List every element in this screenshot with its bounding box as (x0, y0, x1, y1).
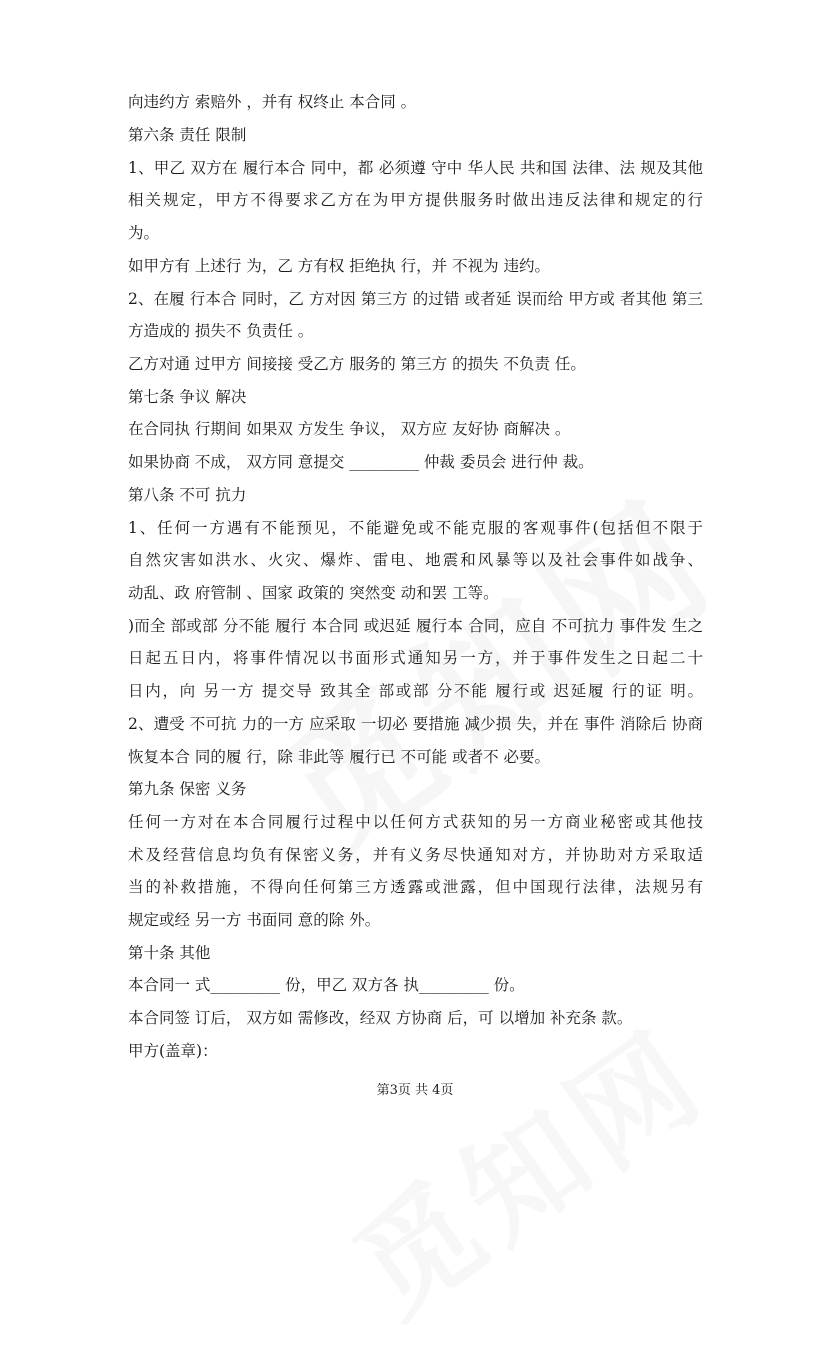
body-line: 相关规定，甲方不得要求乙方在为甲方提供服务时做出违反法律和规定的行 (128, 191, 703, 209)
body-line: 1、甲乙 双方在 履行本合 同中，都 必须遵 守中 华人民 共和国 法律、法 规及其他 (128, 159, 703, 177)
signature-label: 甲方(盖章)： (128, 1042, 218, 1060)
body-line: 动乱、政 府管制 、国家 政策的 突然变 动和罢 工等。 (128, 584, 499, 602)
body-line: 日内，向 另一方 提交导 致其全 部或部 分不能 履行或 迟延履 行的证 明。 (128, 682, 703, 700)
body-line: 本合同一 式_________ 份，甲乙 双方各 执_________ 份。 (128, 976, 525, 994)
body-line: 方造成的 损失不 负责任 。 (128, 322, 314, 340)
body-line: 恢复本合 同的履 行，除 非此等 履行已 不可能 或者不 必要。 (128, 748, 550, 766)
page-footer: 第3页 共 4页 (376, 1083, 454, 1098)
body-line: 自然灾害如洪水、火灾、爆炸、雷电、地震和风暴等以及社会事件如战争、 (128, 551, 703, 569)
body-line: 规定或经 另一方 书面同 意的除 外。 (128, 911, 381, 929)
body-line: 2、在履 行本合 同时，乙 方对因 第三方 的过错 或者延 误而给 甲方或 者其他 第三 (128, 290, 703, 308)
body-line: 为。 (128, 224, 160, 242)
body-line: )而全 部或部 分不能 履行 本合同 或迟延 履行本 合同，应自 不可抗力 事件发 生之 (128, 617, 703, 635)
section-heading: 第七条 争议 解决 (128, 388, 247, 406)
section-heading: 第六条 责任 限制 (128, 126, 247, 144)
body-line: 1、任何一方遇有不能预见，不能避免或不能克服的客观事件(包括但不限于 (128, 519, 703, 537)
section-heading: 第十条 其他 (128, 944, 211, 962)
body-line: 2、遭受 不可抗 力的一方 应采取 一切必 要措施 减少损 失，并在 事件 消除后 协商 (128, 715, 703, 733)
body-line: 向违约方 索赔外 ，并有 权终止 本合同 。 (128, 93, 417, 111)
body-line: 当的补救措施，不得向任何第三方透露或泄露，但中国现行法律，法规另有 (128, 878, 703, 896)
body-line: 如甲方有 上述行 为，乙 方有权 拒绝执 行，并 不视为 违约。 (128, 257, 550, 275)
watermark (316, 984, 734, 1348)
body-line: 术及经营信息均负有保密义务，并有义务尽快通知对方，并协助对方采取适 (128, 846, 703, 864)
body-line: 日起五日内，将事件情况以书面形式通知另一方，并于事件发生之日起二十 (128, 649, 703, 667)
body-line: 任何一方对在本合同履行过程中以任何方式获知的另一方商业秘密或其他技 (128, 813, 703, 831)
body-line: 如果协商 不成， 双方同 意提交 _________ 仲裁 委员会 进行仲 裁。 (128, 453, 594, 471)
body-line: 乙方对通 过甲方 间接接 受乙方 服务的 第三方 的损失 不负责 任。 (128, 355, 586, 373)
section-heading: 第八条 不可 抗力 (128, 486, 247, 504)
section-heading: 第九条 保密 义务 (128, 780, 247, 798)
body-line: 本合同签 订后， 双方如 需修改，经双 方协商 后，可 以增加 补充条 款。 (128, 1009, 633, 1027)
body-line: 在合同执 行期间 如果双 方发生 争议， 双方应 友好协 商解决 。 (128, 420, 571, 438)
